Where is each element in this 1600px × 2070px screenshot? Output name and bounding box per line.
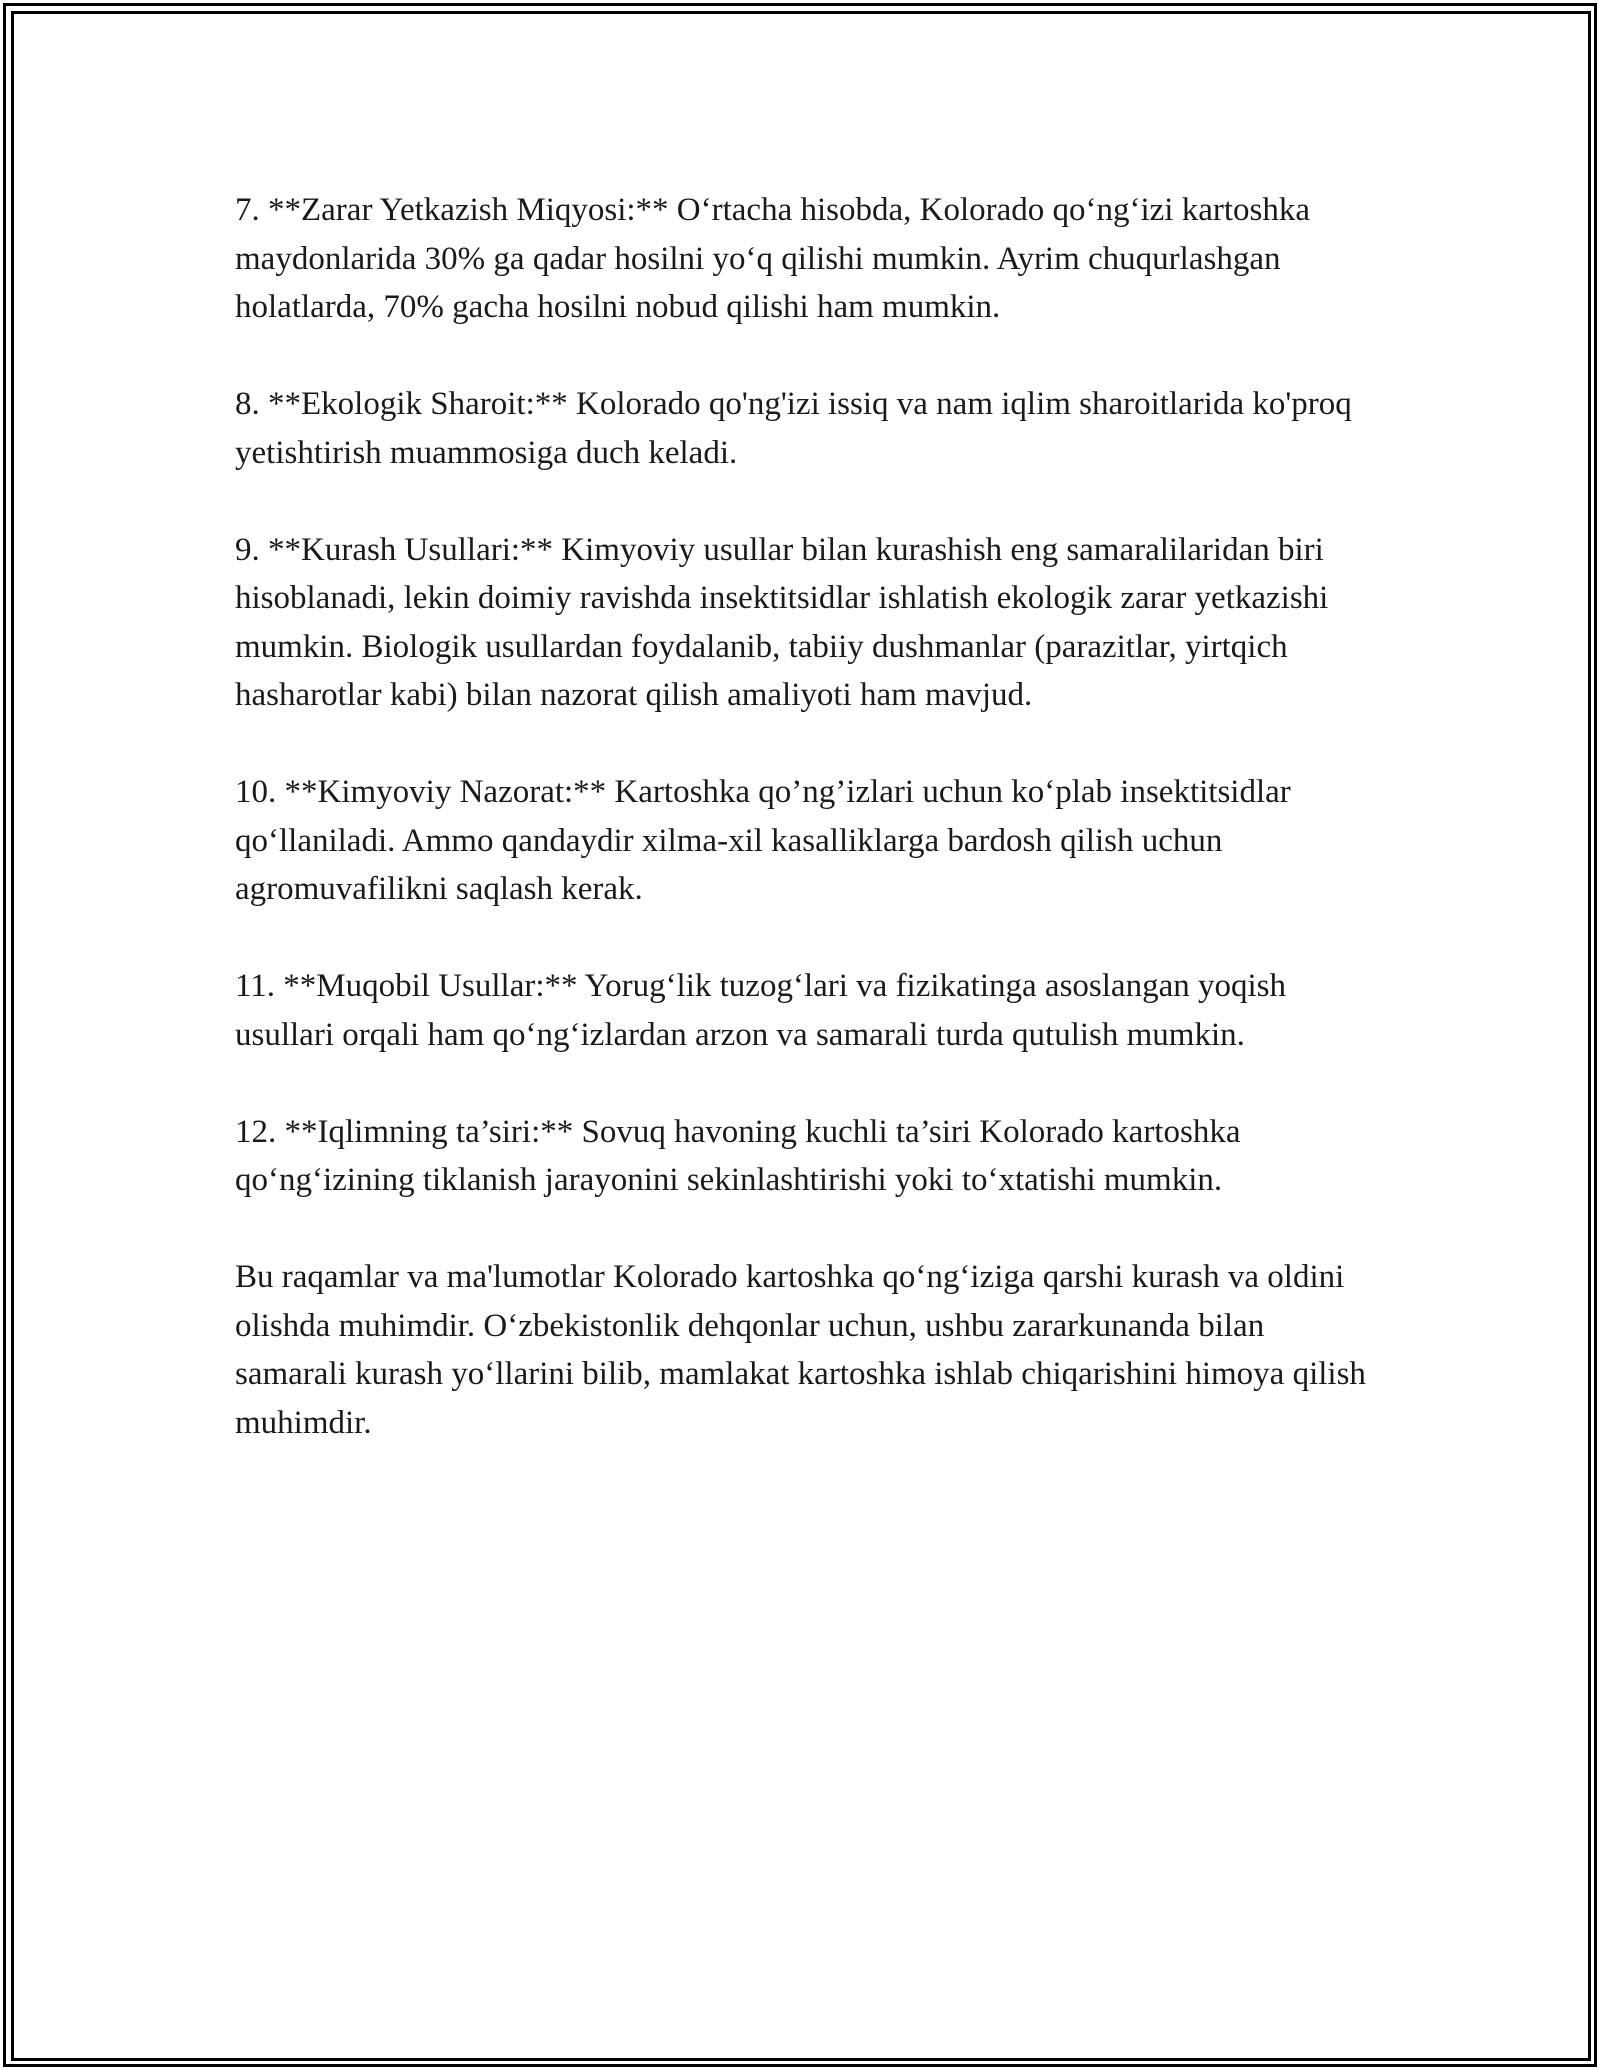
paragraph-alternative-methods: 11. **Muqobil Usullar:** Yorug‘lik tuzog‘lari va fizikatinga asoslangan yoqish usullari orqali ham qo‘ng‘izlardan arzon va samarali turda qutulish mumkin. [235, 968, 1286, 1053]
paragraph-conclusion: Bu raqamlar va ma'lumotlar Kolorado kartoshka qo‘ng‘iziga qarshi kurash va oldini olishda muhimdir. O‘zbekistonlik dehqonlar uchun, ushbu zararkunanda bilan samarali kurash yo‘llarini bilib, mamlakat kartoshka ishlab chiqarishini himoya qilish muhimdir. [235, 1259, 1366, 1441]
paragraph-chemical-control: 10. **Kimyoviy Nazorat:** Kartoshka qo’ng’izlari uchun ko‘plab insektitsidlar qo‘llaniladi. Ammo qandaydir xilma-xil kasalliklarga bardosh qilish uchun agromuvafilikni saqlash kerak. [235, 774, 1291, 907]
paragraph-control-methods: 9. **Kurash Usullari:** Kimyoviy usullar bilan kurashish eng samaralilaridan biri hisoblanadi, lekin doimiy ravishda insektitsidlar ishlatish ekologik zarar yetkazishi mumkin. Biologik usullardan foydalanib, tabiiy dushmanlar (parazitlar, yirtqich hasharotlar kabi) bilan nazorat qilish amaliyoti ham mavjud. [235, 531, 1329, 713]
document-body [235, 186, 1375, 1496]
paragraph-damage-scale: 7. **Zarar Yetkazish Miqyosi:** O‘rtacha hisobda, Kolorado qo‘ng‘izi kartoshka maydonlarida 30% ga qadar hosilni yo‘q qilishi mumkin. Ayrim chuqurlashgan holatlarda, 70% gacha hosilni nobud qilishi ham mumkin. [235, 192, 1311, 325]
paragraph-climate-impact: 12. **Iqlimning ta’siri:** Sovuq havoning kuchli ta’siri Kolorado kartoshka qo‘ng‘izining tiklanish jarayonini sekinlashtirishi yoki to‘xtatishi mumkin. [235, 1113, 1241, 1198]
paragraph-ecological-conditions: 8. **Ekologik Sharoit:** Kolorado qo'ng'izi issiq va nam iqlim sharoitlarida ko'proq yetishtirish muammosiga duch keladi. [235, 386, 1352, 471]
